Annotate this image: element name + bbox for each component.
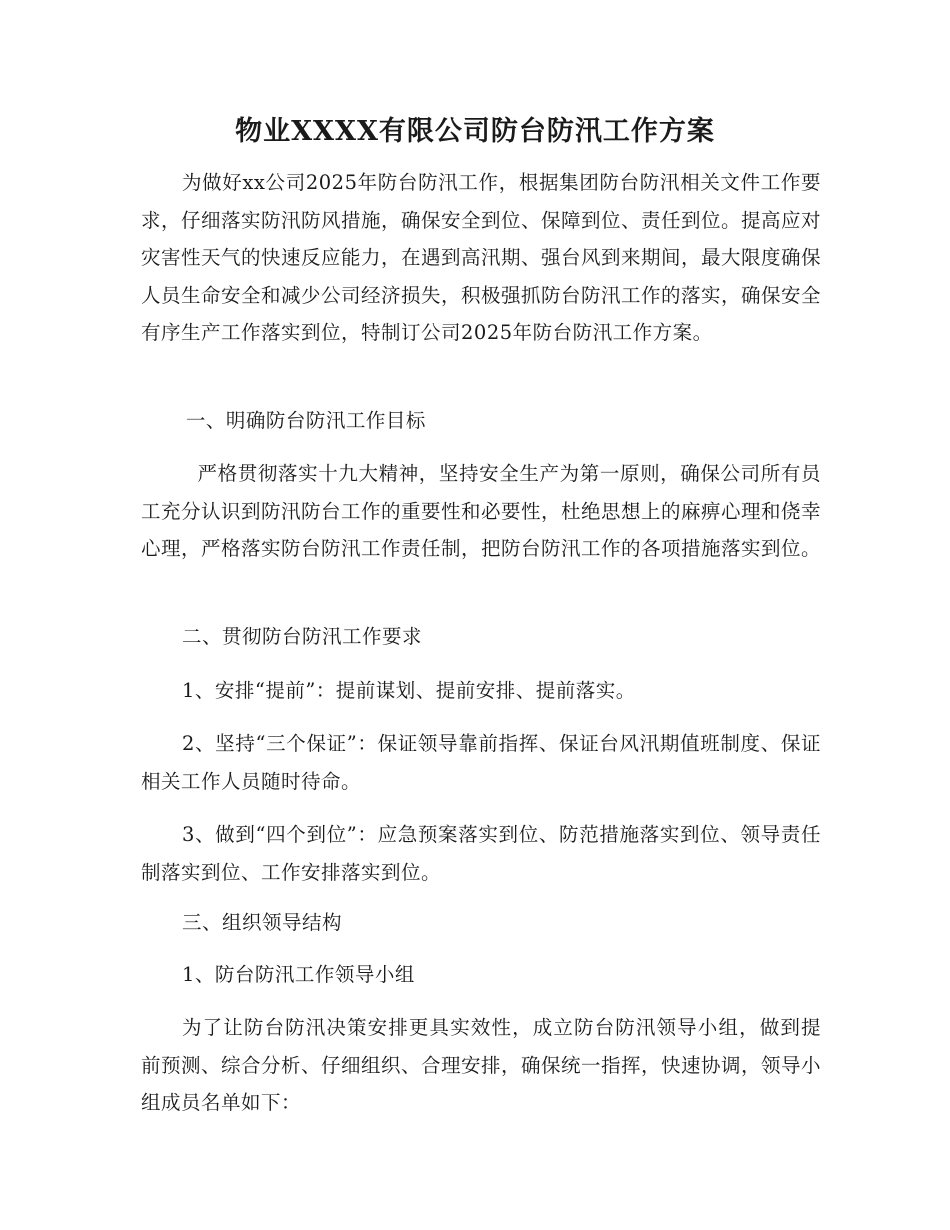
section-heading-1: 一、明确防台防汛工作目标 xyxy=(185,409,426,432)
document-title: 物业XXXX有限公司防台防汛工作方案 xyxy=(235,116,715,147)
requirement-item-1: 1、安排“提前”：提前谋划、提前安排、提前落实。 xyxy=(181,679,636,702)
section-3-paragraph: 为了让防台防汛决策安排更具实效性，成立防台防汛领导小组，做到提前预测、综合分析、仔细组织、合理安排，确保统一指挥，快速协调，领导小组成员名单如下： xyxy=(141,1016,822,1114)
section-1-paragraph: 严格贯彻落实十九大精神，坚持安全生产为第一原则，确保公司所有员工充分认识到防汛防台工作的重要性和必要性，杜绝思想上的麻痹心理和侥幸心理，严格落实防台防汛工作责任制，把防台防汛工作的各项措施落实到位。 xyxy=(141,462,822,560)
section-heading-2: 二、贯彻防台防汛工作要求 xyxy=(181,625,422,648)
subsection-heading-1: 1、防台防汛工作领导小组 xyxy=(181,963,415,986)
requirement-item-3: 3、做到“四个到位”：应急预案落实到位、防范措施落实到位、领导责任制落实到位、工作安排落实到位。 xyxy=(141,823,821,884)
intro-paragraph: 为做好xx公司2025年防台防汛工作，根据集团防台防汛相关文件工作要求，仔细落实防汛防风措施，确保安全到位、保障到位、责任到位。提高应对灾害性天气的快速反应能力，在遇到高汛期、强台风到来期间，最大限度确保人员生命安全和减少公司经济损失，积极强抓防台防汛工作的落实，确保安全有序生产工作落实到位，特制订公司2025年防台防汛工作方案。 xyxy=(141,171,822,344)
requirement-item-2: 2、坚持“三个保证”：保证领导靠前指挥、保证台风汛期值班制度、保证相关工作人员随时待命。 xyxy=(141,732,821,793)
section-heading-3: 三、组织领导结构 xyxy=(181,911,342,934)
